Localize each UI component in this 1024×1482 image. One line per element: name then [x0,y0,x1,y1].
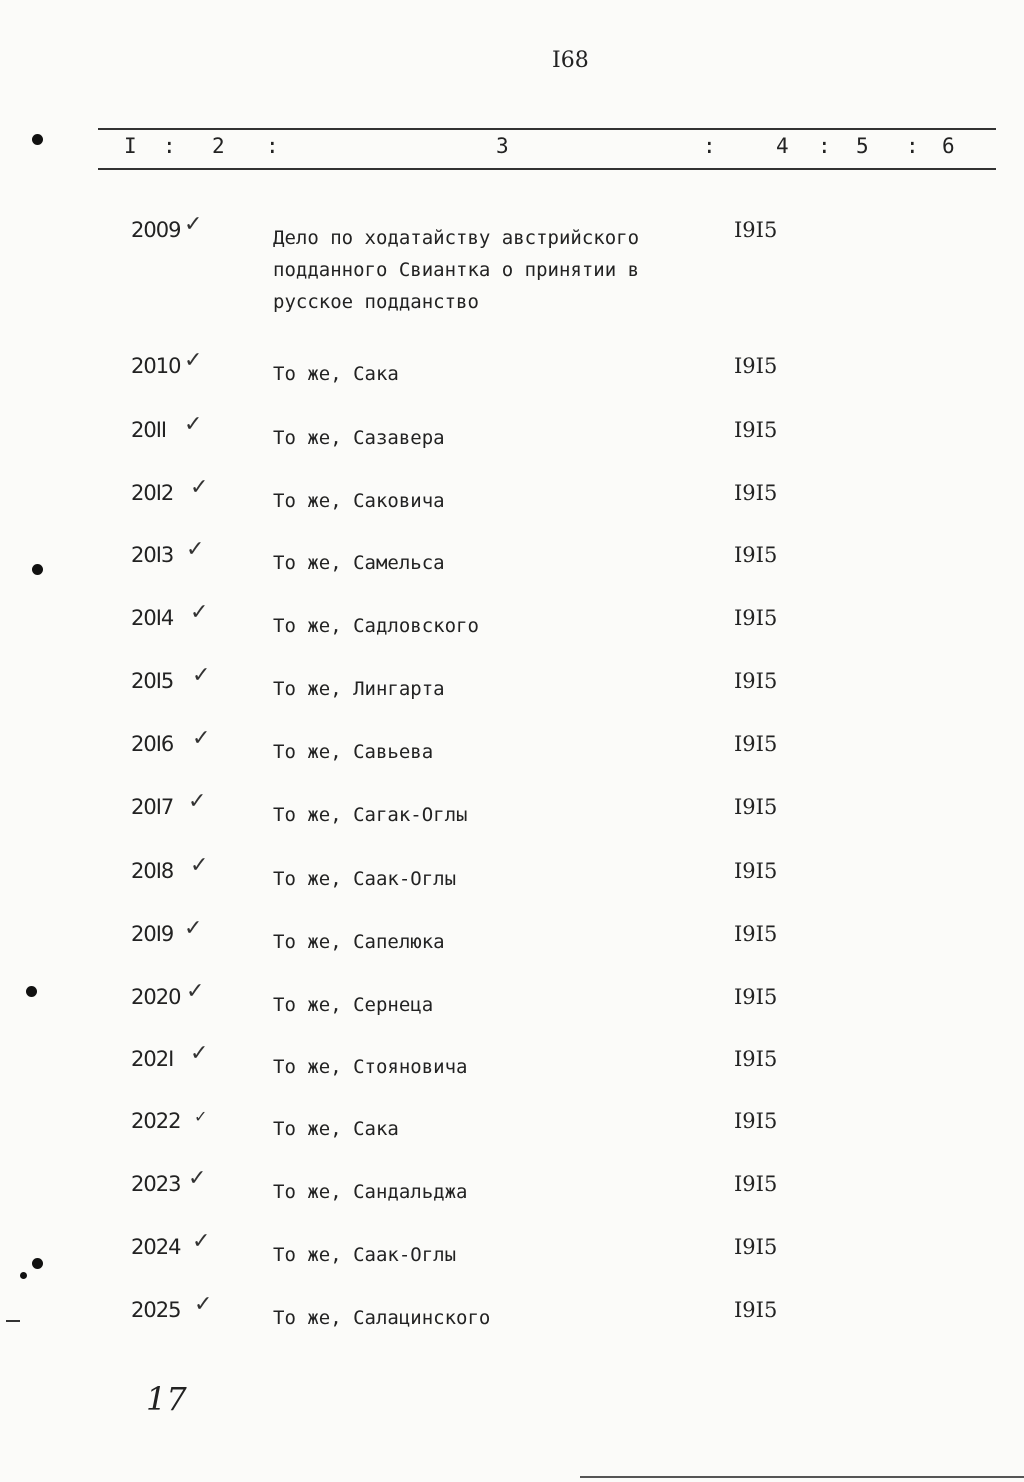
item-year: I9I5 [734,481,778,505]
item-year: I9I5 [734,606,778,630]
item-number: 20I6 [131,732,174,756]
check-mark-icon: ✓ [192,1229,211,1254]
item-year: I9I5 [734,732,778,756]
item-year: I9I5 [734,985,778,1009]
item-year: I9I5 [734,1047,778,1071]
item-year: I9I5 [734,1109,778,1133]
column-header-2: 2 [212,134,225,158]
punch-hole-mark [32,564,43,575]
item-number: 2025 [131,1298,181,1322]
item-year: I9I5 [734,859,778,883]
item-number: 20I3 [131,543,174,567]
punch-hole-mark [32,134,43,145]
item-year: I9I5 [734,1298,778,1322]
item-number: 20I7 [131,795,174,819]
check-mark-icon: ✓ [190,475,209,500]
check-mark-icon: ✓ [188,789,207,814]
column-header-4: 4 [776,134,789,158]
item-number: 20I9 [131,922,174,946]
column-header-6: 6 [942,134,955,158]
column-separator: : [906,134,919,158]
check-mark-icon: ✓ [184,212,203,237]
column-separator: : [818,134,831,158]
item-title: То же, Сака [273,1118,399,1140]
check-mark-icon: ✓ [194,1292,213,1317]
item-number: 2022 [131,1109,181,1133]
item-title: То же, Салацинского [273,1307,491,1329]
item-title: То же, Сандальджа [273,1181,468,1203]
column-header-1: I [124,134,137,158]
check-mark-icon: ✓ [190,1041,209,1066]
check-mark-icon: ✓ [186,979,205,1004]
item-title: То же, Саковича [273,490,445,512]
column-header-5: 5 [856,134,869,158]
item-number: 2024 [131,1235,181,1259]
item-year: I9I5 [734,354,778,378]
item-title: То же, Савьева [273,741,434,763]
item-title: То же, Саак-Оглы [273,868,457,890]
item-number: 2023 [131,1172,181,1196]
page-number: I68 [552,48,589,73]
item-title: То же, Самельса [273,552,445,574]
item-title: То же, Сапелюка [273,931,445,953]
item-title: То же, Лингарта [273,678,445,700]
check-mark-icon: ✓ [184,916,203,941]
check-mark-icon: ✓ [190,853,209,878]
item-title: Дело по ходатайству австрийского подданного Свиантка о принятии в русское подданство [273,227,640,313]
column-header-3: 3 [496,134,509,158]
punch-hole-mark [26,986,37,997]
check-mark-icon: ✓ [192,726,211,751]
check-mark-icon: ✓ [192,663,211,688]
check-mark-icon: ✓ [184,412,203,437]
check-mark-icon: ✓ [190,600,209,625]
header-bottom-rule [98,168,996,170]
check-mark-icon: ✓ [186,537,205,562]
item-number: 2010 [131,354,181,378]
item-year: I9I5 [734,669,778,693]
item-number: 2020 [131,985,181,1009]
item-year: I9I5 [734,418,778,442]
item-number: 20I8 [131,859,174,883]
item-year: I9I5 [734,543,778,567]
column-separator: : [703,134,716,158]
margin-dash [6,1320,20,1322]
page-edge-line [580,1476,1024,1478]
check-mark-icon: ✓ [194,1107,208,1126]
item-title: То же, Сагак-Оглы [273,804,468,826]
item-year: I9I5 [734,218,778,242]
punch-hole-mark [20,1272,27,1279]
item-number: 20II [131,418,167,442]
item-number: 20I2 [131,481,174,505]
handwritten-sheet-mark: 17 [146,1380,187,1418]
header-top-rule [98,128,996,130]
item-title: То же, Садловского [273,615,479,637]
column-separator: : [266,134,279,158]
item-year: I9I5 [734,795,778,819]
item-number: 202I [131,1047,174,1071]
item-year: I9I5 [734,1172,778,1196]
punch-hole-mark [32,1258,43,1269]
item-title: То же, Сазавера [273,427,445,449]
item-title: То же, Стояновича [273,1056,468,1078]
item-year: I9I5 [734,922,778,946]
check-mark-icon: ✓ [184,348,203,373]
item-year: I9I5 [734,1235,778,1259]
item-number: 20I4 [131,606,174,630]
item-number: 2009 [131,218,181,242]
item-number: 20I5 [131,669,174,693]
column-separator: : [163,134,176,158]
item-title: То же, Саак-Оглы [273,1244,457,1266]
item-title: То же, Сака [273,363,399,385]
item-title: То же, Сернеца [273,994,434,1016]
check-mark-icon: ✓ [188,1166,207,1191]
